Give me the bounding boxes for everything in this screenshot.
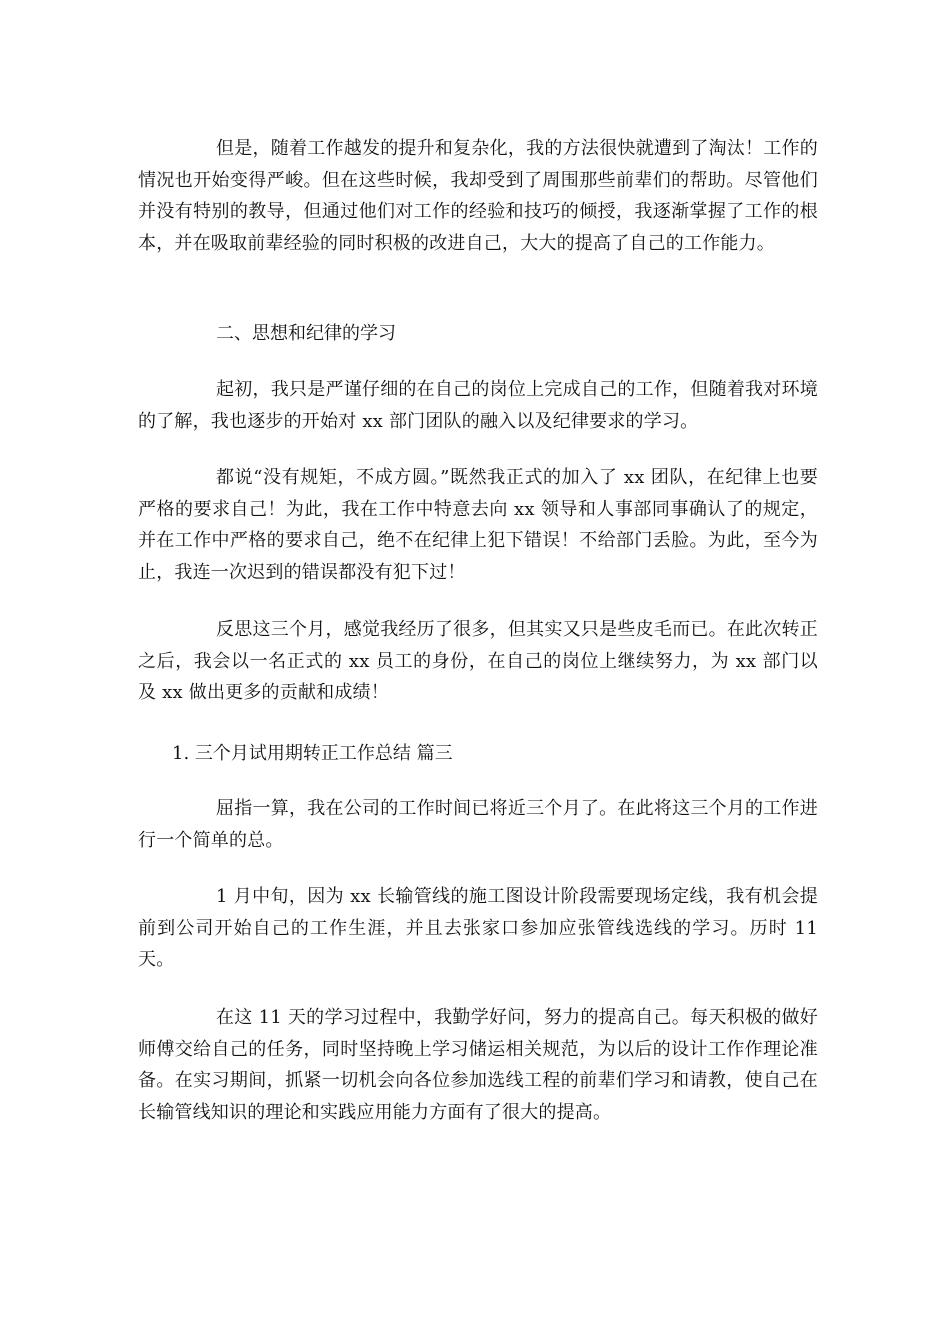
paragraph-help-from-seniors: 但是，随着工作越发的提升和复杂化，我的方法很快就遭到了淘汰！工作的情况也开始变得严峻。但在这些时候，我却受到了周围那些前辈们的帮助。尽管他们并没有特别的教导，但通过他们对工作的经验和技巧的倾授，我逐渐掌握了工作的根本，并在吸取前辈经验的同时积极的改进自己，大大的提高了自己的工作能力。 xyxy=(138,138,818,254)
paragraph-three-months: 屈指一算，我在公司的工作时间已将近三个月了。在此将这三个月的工作进行一个简单的总。 xyxy=(138,798,818,851)
section-heading-part-three: 1. 三个月试用期转正工作总结 篇三 xyxy=(172,743,453,764)
section-heading-discipline: 二、思想和纪律的学习 xyxy=(216,323,396,344)
paragraph-eleven-days: 在这 11 天的学习过程中，我勤学好问，努力的提高自己。每天积极的做好师傅交给自己的任务，同时坚持晚上学习储运相关规范，为以后的设计工作作理论准备。在实习期间，抓紧一切机会向各位参加选线工程的前辈们学习和请教，使自己在长输管线知识的理论和实践应用能力方面有了很大的提高。 xyxy=(138,1007,818,1123)
paragraph-team-integration: 起初，我只是严谨仔细的在自己的岗位上完成自己的工作，但随着我对环境的了解，我也逐步的开始对 xx 部门团队的融入以及纪律要求的学习。 xyxy=(138,379,818,432)
paragraph-january: 1 月中旬，因为 xx 长输管线的施工图设计阶段需要现场定线，我有机会提前到公司开始自己的工作生涯，并且去张家口参加应张管线选线的学习。历时 11 天。 xyxy=(138,886,818,970)
paragraph-rules: 都说“没有规矩，不成方圆。”既然我正式的加入了 xx 团队，在纪律上也要严格的要求自己！为此，我在工作中特意去向 xx 领导和人事部同事确认了的规定，并在工作中严格的要求自己，绝不在纪律上犯下错误！不给部门丢脸。为此，至今为止，我连一次迟到的错误都没有犯下过！ xyxy=(138,467,818,583)
paragraph-reflection: 反思这三个月，感觉我经历了很多，但其实又只是些皮毛而已。在此次转正之后，我会以一名正式的 xx 员工的身份，在自己的岗位上继续努力，为 xx 部门以及 xx 做出更多的贡献和成绩！ xyxy=(138,619,818,703)
